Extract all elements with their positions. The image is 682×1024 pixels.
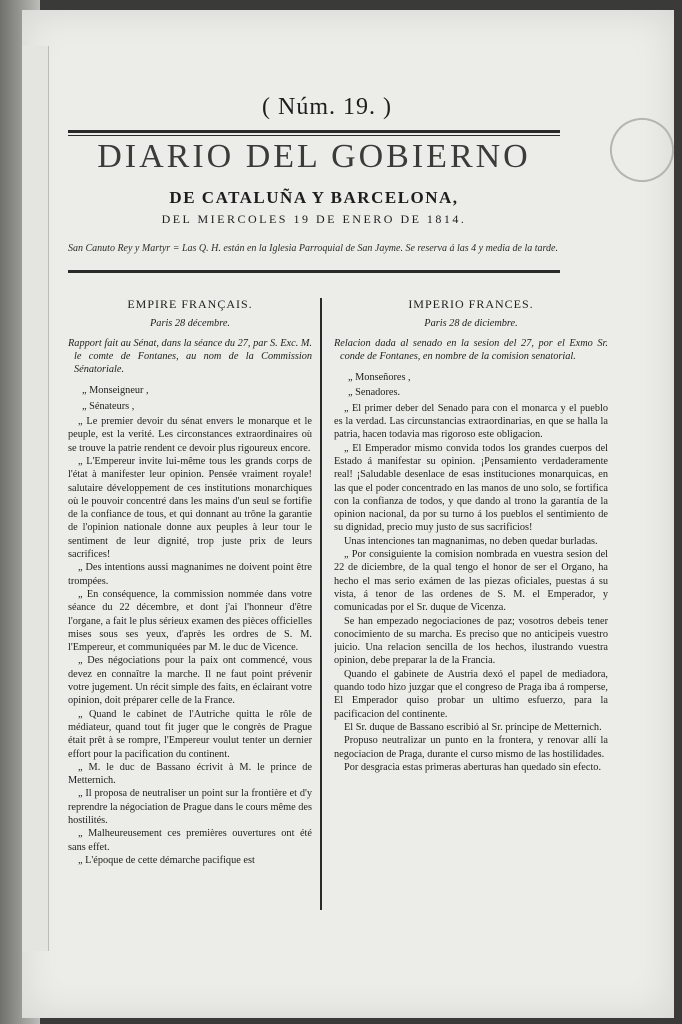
masthead-rule-top-thin — [68, 135, 560, 136]
spanish-column — [334, 298, 608, 918]
salutation: „ Monseigneur , — [82, 385, 149, 397]
newspaper-page — [22, 10, 674, 1018]
paragraph: „ Por consiguiente la comision nombrada en vuestra sesion del 22 de diciembre, de la qual tengo el honor de ser el Organo, ha hecho el mas serio exámen de las piezas oficiales, puestas á su vista, á tenor de las ordenes de S. M. el Emperador, y comunicadas por el Sr. duque de Vicenza. — [334, 549, 608, 614]
paragraph: „ Le premier devoir du sénat envers le monarque et le peuple, est la verité. Les circonstances extraordinaires où se trouve la patrie rendent ce devoir plus rigoureux encore. — [68, 416, 312, 454]
column-intro: Rapport fait au Sénat, dans la séance du 27, par S. Exc. M. le comte de Fontanes, au nom de la Commission Sénatoriale. — [68, 337, 312, 376]
column-heading: EMPIRE FRANÇAIS. — [127, 298, 253, 311]
paragraph: „ M. le duc de Bassano écrivit à M. le prince de Metternich. — [68, 761, 312, 787]
binding-tab — [22, 46, 49, 951]
paragraph: El Sr. duque de Bassano escribió al Sr. príncipe de Metternich. — [344, 721, 602, 733]
saints-of-day: San Canuto Rey y Martyr = Las Q. H. están en la Iglesia Parroquial de San Jayme. Se reserva á las 4 y media de la tarde. — [68, 243, 558, 254]
paragraph: „ L'Empereur invite lui-même tous les grands corps de l'état à manifester leur opinion. Pensée vraiment royale! salutaire développement de ces institutions monarchiques où le pouvoir concentré dans les mains d'un seul se fortifie de la confiance de tous, et qui donnant au trône la garantie de l'opinion nationale donne aux peuples à leur tour le sentiment de leur dignité, trop juste prix de leurs sacrifices! — [68, 455, 312, 561]
french-column — [68, 298, 312, 938]
paragraph: „ El primer deber del Senado para con el monarca y el pueblo es la verdad. Las circunstancias extraordinarias, en que se halla la patria, hacen todavia mas rigoroso este obligacion. — [334, 402, 608, 441]
column-place-date: Paris 28 de diciembre. — [424, 318, 518, 330]
library-stamp — [601, 109, 682, 191]
salutation: „ Monseñores , — [348, 372, 411, 384]
column-intro: Relacion dada al senado en la sesion del 27, por el Exmo Sr. conde de Fontanes, en nombre de la comision senatorial. — [334, 337, 608, 362]
paragraph: „ El Emperador mismo convida todos los grandes cuerpos del Estado á manifestar su opinion. ¡Pensamiento verdaderamente real! ¡Saludable desenlace de esas instituciones monarquicas, en las que el poder concentrado en las manos de uno solo, se fortifica con la confianza de todos, y que dando al trono la garantía de la opinion nacional, da por su turno á los pueblos el sentimiento de su dignidad, precio muy justo de sus sacrificios! — [334, 442, 608, 534]
paragraph: „ Il proposa de neutraliser un point sur la frontière et d'y reprendre la négociation de Prague dans le cours même des hostilités. — [68, 788, 312, 826]
paragraph: Propuso neutralizar un punto en la frontera, y renovar allí la negociacion de Praga, durante el curso mismo de las hostilidades. — [334, 735, 608, 760]
issue-dateline: DEL MIERCOLES 19 DE ENERO DE 1814. — [161, 212, 467, 226]
paragraph: Unas intenciones tan magnanimas, no deben quedar burladas. — [344, 535, 598, 547]
paragraph: „ Des négociations pour la paix ont commencé, vous devez en connaître la marche. Il ne faut point prévenir votre jugement. Un récit simple des faits, en éclairant votre opinion, doit préparer celle de la France. — [68, 655, 312, 707]
paragraph: „ En conséquence, la commission nommée dans votre séance du 22 décembre, et dont j'ai l'honneur d'être l'organe, a fait le plus sérieux examen des pièces officielles mises sous ses yeux, d'après les ordres de S. M. l'Empereur, et communiquées par M. le duc de Vicence. — [68, 588, 312, 654]
column-place-date: Paris 28 décembre. — [150, 318, 230, 330]
paragraph: Se han empezado negociaciones de paz; vosotros debeis tener conocimiento de su marcha. Es preciso que no anticipeis vuestro juicio. Una relacion sencilla de los hechos, ilustrando vuestra opinion, debe preparar la de la Francia. — [334, 615, 608, 667]
column-divider — [320, 298, 322, 910]
paragraph: Por desgracia estas primeras aberturas han quedado sin efecto. — [344, 761, 602, 773]
masthead-rule-top — [68, 130, 560, 133]
paragraph: „ L'époque de cette démarche pacifique est — [78, 854, 255, 866]
column-heading: IMPERIO FRANCES. — [408, 298, 534, 311]
issue-number: ( Núm. 19. ) — [262, 94, 392, 120]
salutation: „ Senadores. — [348, 387, 401, 399]
paragraph: „ Des intentions aussi magnanimes ne doivent point être trompées. — [68, 562, 312, 587]
paragraph: Quando el gabinete de Austria dexó el papel de mediadora, quando todo hizo juzgar que el congreso de Praga iba á romperse, El Emperador quiso probar un ultimo esfuerzo, para la pacificacion del continente. — [334, 668, 608, 720]
newspaper-title: DIARIO DEL GOBIERNO — [97, 138, 531, 175]
paragraph: „ Malheureusement ces premières ouvertures ont été sans effet. — [68, 828, 312, 853]
paragraph: „ Quand le cabinet de l'Autriche quitta le rôle de médiateur, quand tout fit juger que le congrès de Prague était prêt à se rompre, l'Empereur voulut tenter un dernier effort pour la pacification du continent. — [68, 708, 312, 760]
masthead-rule-bottom — [68, 270, 560, 273]
salutation: „ Sénateurs , — [82, 400, 135, 412]
newspaper-subtitle: DE CATALUÑA Y BARCELONA, — [169, 188, 459, 207]
